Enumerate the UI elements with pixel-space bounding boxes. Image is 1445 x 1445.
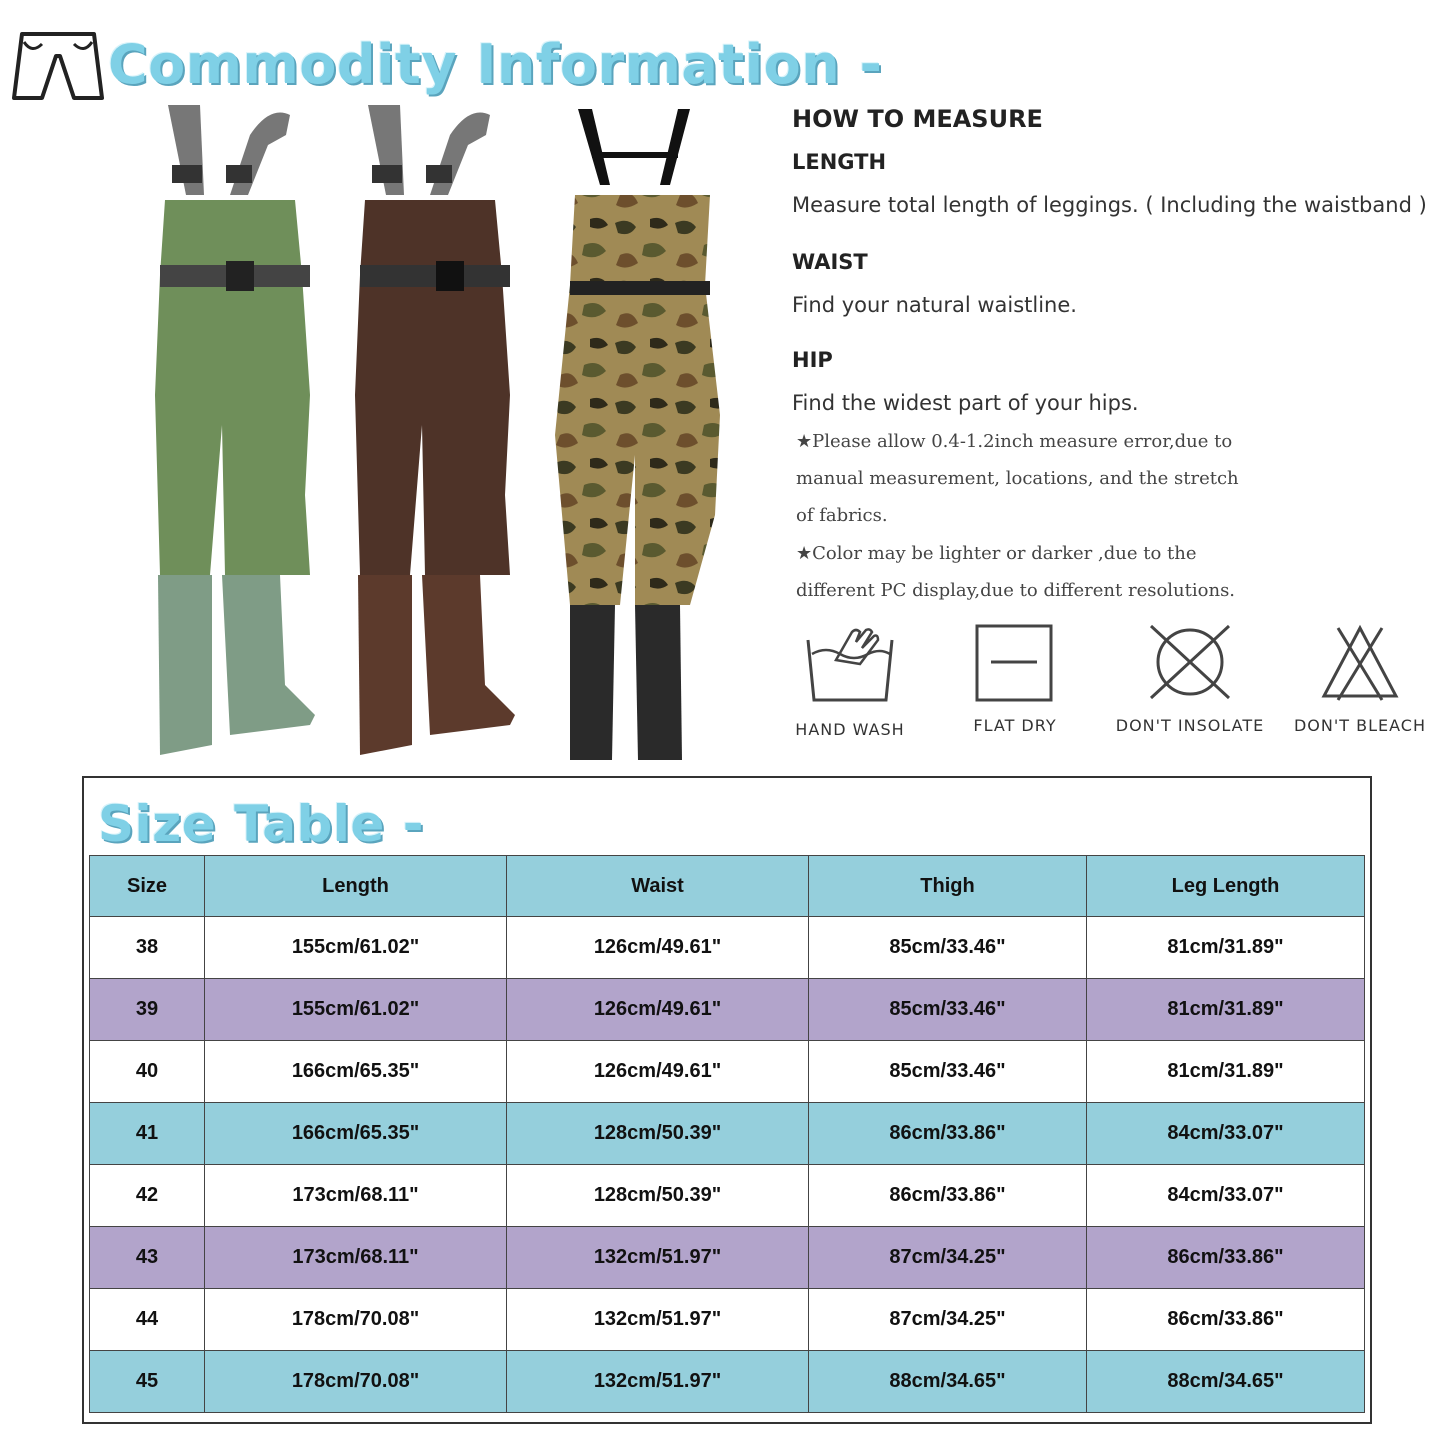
table-cell: 81cm/31.89" [1087,1041,1365,1103]
note-line: manual measurement, locations, and the stretch [796,468,1239,489]
table-cell: 40 [90,1041,205,1103]
table-cell: 43 [90,1227,205,1289]
table-cell: 39 [90,979,205,1041]
hip-text: Find the widest part of your hips. [792,391,1139,415]
table-cell: 126cm/49.61" [507,1041,809,1103]
care-flat-dry [930,620,1100,735]
waist-text: Find your natural waistline. [792,293,1077,317]
table-cell: 88cm/34.65" [1087,1351,1365,1413]
product-photo [130,95,730,775]
table-cell: 87cm/34.25" [809,1289,1087,1351]
column-header: Waist [507,856,809,917]
dont-insolate-icon [1145,620,1235,704]
table-cell: 128cm/50.39" [507,1165,809,1227]
table-row [90,1165,1365,1227]
table-cell: 178cm/70.08" [205,1351,507,1413]
camouflage-wader [555,109,720,760]
column-header: Size [90,856,205,917]
column-header: Thigh [809,856,1087,917]
green-wader [155,105,315,755]
table-cell: 85cm/33.46" [809,1041,1087,1103]
table-row [90,1103,1365,1165]
note-line: different PC display,due to different resolutions. [796,580,1236,601]
table-cell: 173cm/68.11" [205,1227,507,1289]
table-cell: 44 [90,1289,205,1351]
table-cell: 132cm/51.97" [507,1289,809,1351]
table-cell: 84cm/33.07" [1087,1165,1365,1227]
dont-bleach-icon [1320,620,1400,704]
flat-dry-icon [973,620,1057,704]
table-cell: 87cm/34.25" [809,1227,1087,1289]
table-cell: 132cm/51.97" [507,1351,809,1413]
note-line: of fabrics. [796,505,888,526]
table-cell: 166cm/65.35" [205,1103,507,1165]
table-row [90,1041,1365,1103]
table-cell: 41 [90,1103,205,1165]
length-label: LENGTH [792,150,887,174]
measure-heading: HOW TO MEASURE [792,105,1043,133]
table-cell: 173cm/68.11" [205,1165,507,1227]
care-hand-wash [765,620,935,739]
table-cell: 81cm/31.89" [1087,979,1365,1041]
table-cell: 86cm/33.86" [1087,1227,1365,1289]
table-row [90,1289,1365,1351]
waist-label: WAIST [792,250,868,274]
column-header: Length [205,856,507,917]
brown-wader [355,105,515,755]
table-cell: 126cm/49.61" [507,917,809,979]
table-cell: 45 [90,1351,205,1413]
table-row [90,1351,1365,1413]
table-cell: 86cm/33.86" [1087,1289,1365,1351]
page-title: Commodity Information - [108,33,883,96]
hand-wash-icon [800,620,900,708]
length-text: Measure total length of leggings. ( Including the waistband ) [792,193,1427,217]
table-cell: 85cm/33.46" [809,979,1087,1041]
note-line: ★Color may be lighter or darker ,due to the [796,543,1197,564]
note-line: ★Please allow 0.4-1.2inch measure error,due to [796,431,1233,452]
table-cell: 86cm/33.86" [809,1103,1087,1165]
table-cell: 84cm/33.07" [1087,1103,1365,1165]
care-label: FLAT DRY [973,716,1057,735]
table-cell: 81cm/31.89" [1087,917,1365,979]
hip-label: HIP [792,348,833,372]
care-dont-bleach [1275,620,1445,735]
table-cell: 38 [90,917,205,979]
table-cell: 155cm/61.02" [205,917,507,979]
table-cell: 128cm/50.39" [507,1103,809,1165]
table-cell: 85cm/33.46" [809,917,1087,979]
table-cell: 178cm/70.08" [205,1289,507,1351]
table-cell: 166cm/65.35" [205,1041,507,1103]
table-cell: 155cm/61.02" [205,979,507,1041]
table-header-row [90,856,1365,917]
care-label: HAND WASH [795,720,905,739]
pants-icon [12,28,104,104]
table-cell: 126cm/49.61" [507,979,809,1041]
table-row [90,1227,1365,1289]
table-row [90,917,1365,979]
care-label: DON'T BLEACH [1293,716,1426,735]
size-table-title: Size Table - [98,795,424,853]
size-table [89,855,1365,1413]
care-dont-insolate [1105,620,1275,735]
column-header: Leg Length [1087,856,1365,917]
table-row [90,979,1365,1041]
table-cell: 88cm/34.65" [809,1351,1087,1413]
care-label: DON'T INSOLATE [1115,716,1265,735]
table-cell: 42 [90,1165,205,1227]
table-cell: 132cm/51.97" [507,1227,809,1289]
table-cell: 86cm/33.86" [809,1165,1087,1227]
